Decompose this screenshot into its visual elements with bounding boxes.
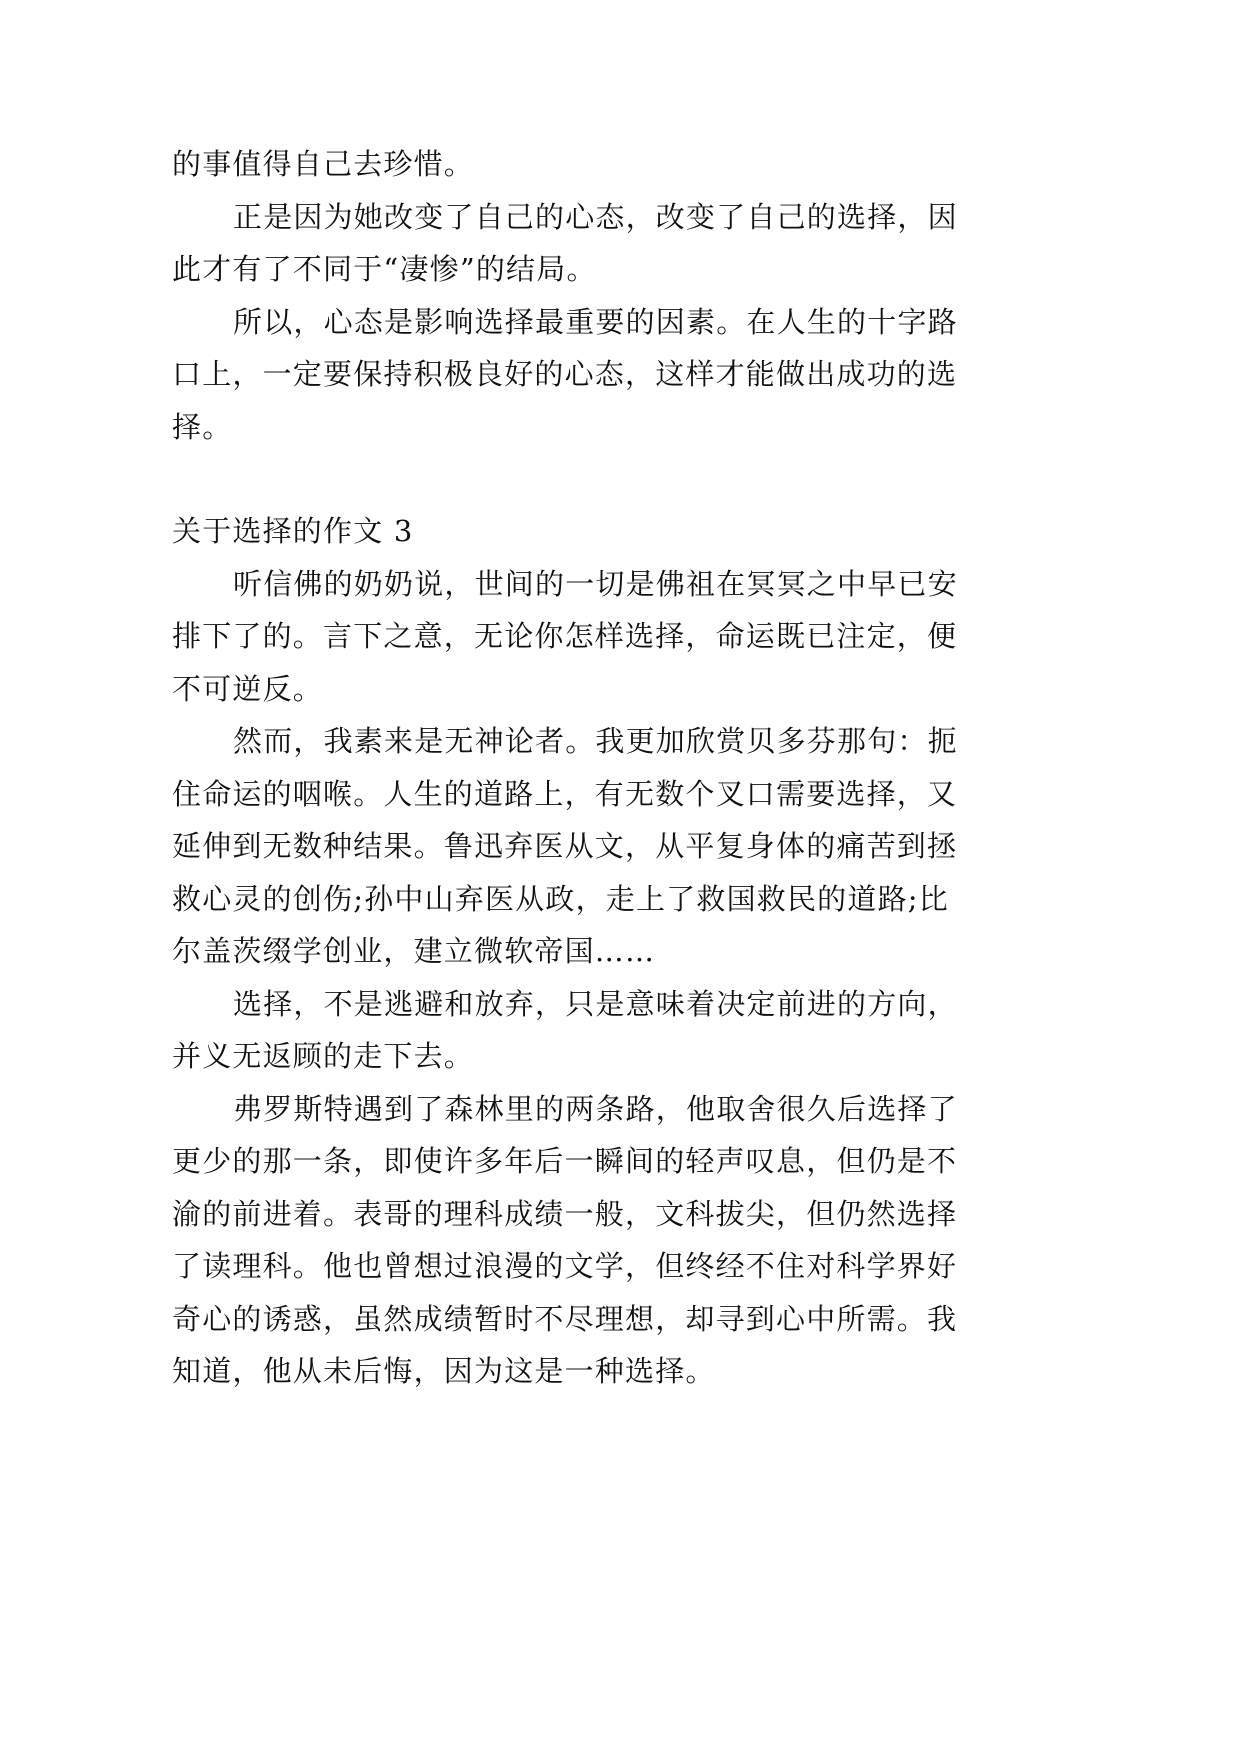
text-line: 知道，他从未后悔，因为这是一种选择。 xyxy=(172,1354,716,1388)
essay-3-paragraph xyxy=(172,1083,972,1398)
essay-3-paragraph xyxy=(172,715,972,978)
essay-3-paragraph xyxy=(172,558,972,716)
text-line: 的事值得自己去珍惜。 xyxy=(172,147,475,181)
text-line: 然而，我素来是无神论者。我更加欣赏贝多芬那句：扼 xyxy=(233,724,958,758)
text-line: 渝的前进着。表哥的理科成绩一般，文科拔尖，但仍然选择 xyxy=(172,1196,958,1231)
section-spacer xyxy=(172,453,972,505)
essay-2-paragraph xyxy=(172,296,972,454)
essay-2-paragraph xyxy=(172,138,972,191)
text-line: 口上，一定要保持积极良好的心态，这样才能做出成功的选 xyxy=(172,357,958,391)
text-line: 所以，心态是影响选择最重要的因素。在人生的十字路 xyxy=(233,304,958,339)
text-line: 不可逆反。 xyxy=(172,671,324,706)
text-line: 延伸到无数种结果。鲁迅弃医从文，从平复身体的痛苦到拯 xyxy=(172,829,958,863)
text-line: 此才有了不同于“凄惨”的结局。 xyxy=(172,252,597,286)
essay-heading: 关于选择的作文 3 xyxy=(172,514,414,548)
text-line: 正是因为她改变了自己的心态，改变了自己的选择，因 xyxy=(233,199,958,234)
text-line: 选择，不是逃避和放弃，只是意味着决定前进的方向， xyxy=(233,986,958,1021)
document-body xyxy=(172,138,972,1398)
text-line: 并义无返顾的走下去。 xyxy=(172,1039,475,1073)
essay-2-paragraph xyxy=(172,191,972,296)
text-line: 听信佛的奶奶说，世间的一切是佛祖在冥冥之中早已安 xyxy=(233,566,958,601)
text-line: 住命运的咽喉。人生的道路上，有无数个叉口需要选择，又 xyxy=(172,776,958,811)
text-line: 奇心的诱惑，虽然成绩暂时不尽理想，却寻到心中所需。我 xyxy=(172,1301,958,1336)
text-line: 择。 xyxy=(172,409,233,444)
text-line: 弗罗斯特遇到了森林里的两条路，他取舍很久后选择了 xyxy=(233,1091,958,1126)
text-line: 尔盖茨缀学创业，建立微软帝国…… xyxy=(172,934,656,968)
text-line: 排下了的。言下之意，无论你怎样选择，命运既已注定，便 xyxy=(172,619,958,653)
text-line: 更少的那一条，即使许多年后一瞬间的轻声叹息，但仍是不 xyxy=(172,1144,958,1178)
text-line: 了读理科。他也曾想过浪漫的文学，但终经不住对科学界好 xyxy=(172,1249,958,1283)
text-line: 救心灵的创伤;孙中山弃医从政，走上了救国救民的道路;比 xyxy=(172,881,949,916)
essay-3-paragraph xyxy=(172,978,972,1083)
